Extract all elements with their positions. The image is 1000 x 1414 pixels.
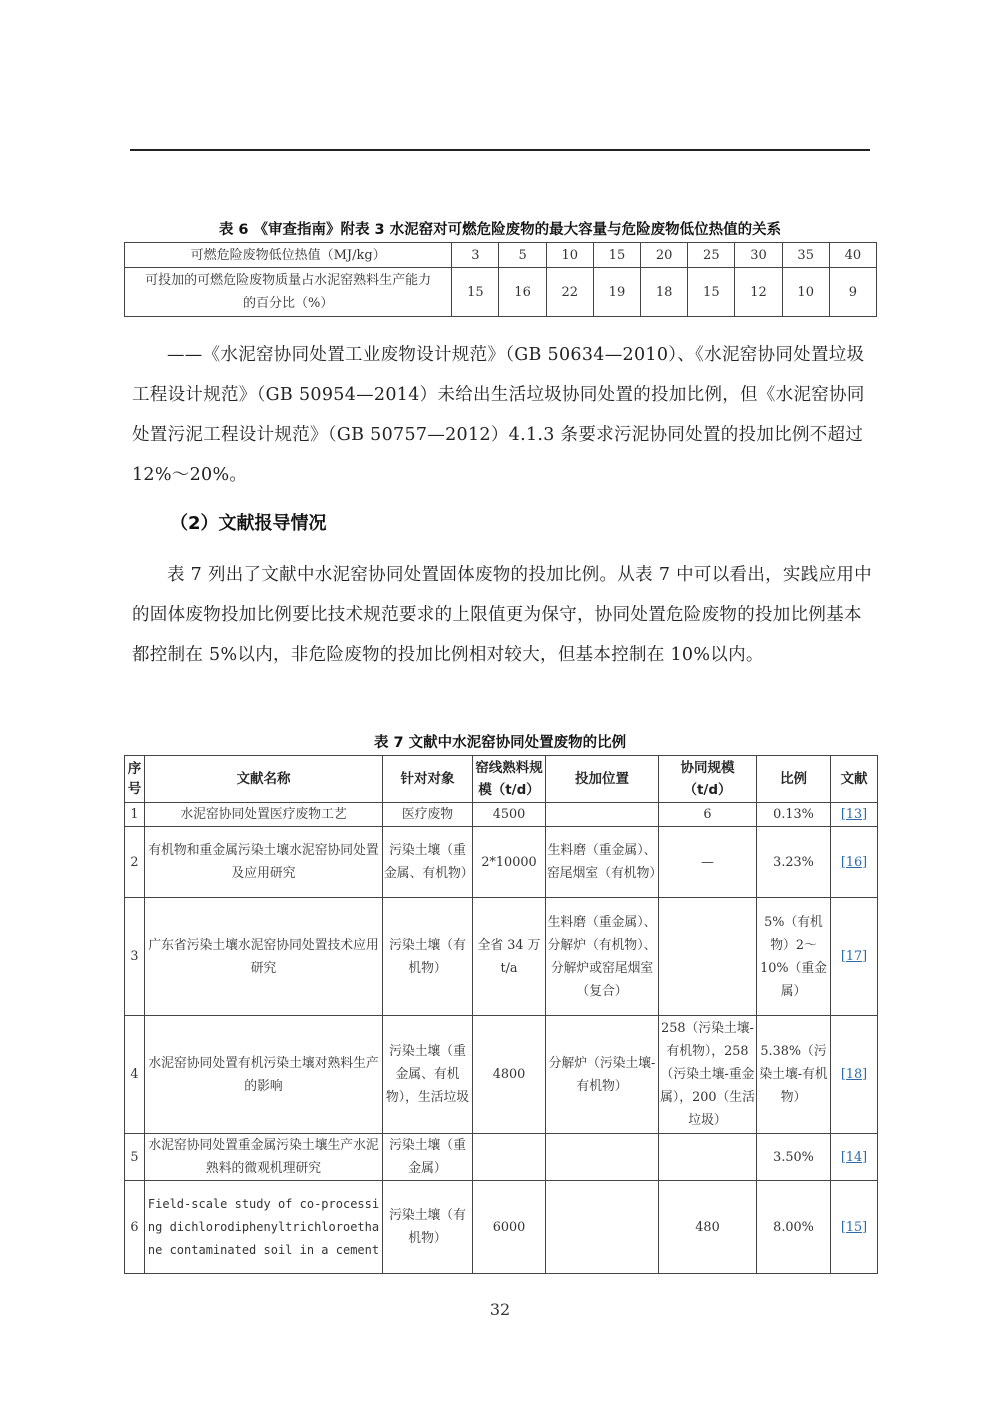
row-kiln: 4800 bbox=[473, 1016, 546, 1134]
percent-value: 19 bbox=[593, 268, 640, 317]
header-no: 序号 bbox=[125, 756, 145, 803]
section-heading: （2）文献报导情况 bbox=[170, 513, 327, 534]
percent-value: 18 bbox=[641, 268, 688, 317]
row-scale: 258（污染土壤-有机物），258（污染土壤-重金属），200（生活垃圾） bbox=[659, 1016, 757, 1134]
heat-value: 3 bbox=[452, 243, 499, 268]
table-row bbox=[125, 1181, 878, 1274]
reference-link[interactable]: [14] bbox=[840, 1149, 868, 1165]
row-target: 污染土壤（重金属） bbox=[383, 1134, 473, 1181]
row-kiln: 全省 34 万 t/a bbox=[473, 898, 546, 1016]
heat-value: 5 bbox=[499, 243, 546, 268]
row-title: 水泥窑协同处置有机污染土壤对熟料生产的影响 bbox=[145, 1016, 383, 1134]
row-target: 污染土壤（有机物） bbox=[383, 1181, 473, 1274]
row-kiln: 2*10000 bbox=[473, 827, 546, 898]
row-position bbox=[546, 1134, 659, 1181]
reference-link[interactable]: [15] bbox=[840, 1219, 868, 1235]
row-position: 生料磨（重金属）、窑尾烟室（有机物） bbox=[546, 827, 659, 898]
page-number: 32 bbox=[489, 1300, 511, 1319]
row-position bbox=[546, 1181, 659, 1274]
header-ratio: 比例 bbox=[757, 756, 831, 803]
header-target: 针对对象 bbox=[383, 756, 473, 803]
table-row bbox=[125, 1016, 878, 1134]
heat-value: 15 bbox=[593, 243, 640, 268]
row-position: 生料磨（重金属）、分解炉（有机物）、分解炉或窑尾烟室（复合） bbox=[546, 898, 659, 1016]
row-kiln: 4500 bbox=[473, 803, 546, 827]
row-scale: 6 bbox=[659, 803, 757, 827]
row-title: 水泥窑协同处置医疗废物工艺 bbox=[145, 803, 383, 827]
paragraph-literature: 表 7 列出了文献中水泥窑协同处置固体废物的投加比例。从表 7 中可以看出，实践应用中的固体废物投加比例要比技术规范要求的上限值更为保守，协同处置危险废物的投加比例基本都控制在 5%以内，非危险废物的投加比例相对较大，但基本控制在 10%以内。 bbox=[132, 565, 872, 665]
row-no: 2 bbox=[125, 827, 145, 898]
reference-link[interactable]: [16] bbox=[840, 854, 868, 870]
row-scale: — bbox=[659, 827, 757, 898]
row-title: Field-scale study of co-processing dichlorodiphenyltrichloroethane contaminated soil in a cement bbox=[145, 1181, 383, 1274]
table6 bbox=[124, 242, 877, 317]
table6-row-percentage bbox=[125, 268, 877, 317]
percent-value: 12 bbox=[735, 268, 782, 317]
percent-value: 9 bbox=[829, 268, 876, 317]
header-title: 文献名称 bbox=[145, 756, 383, 803]
row-no: 4 bbox=[125, 1016, 145, 1134]
row-ratio: 0.13% bbox=[757, 803, 831, 827]
header-ref: 文献 bbox=[831, 756, 878, 803]
row-ratio: 5.38%（污染土壤-有机物） bbox=[757, 1016, 831, 1134]
row-position bbox=[546, 803, 659, 827]
row-no: 5 bbox=[125, 1134, 145, 1181]
row-kiln: 6000 bbox=[473, 1181, 546, 1274]
row-scale: 480 bbox=[659, 1181, 757, 1274]
heat-value: 30 bbox=[735, 243, 782, 268]
header-position: 投加位置 bbox=[546, 756, 659, 803]
row-target: 污染土壤（有机物） bbox=[383, 898, 473, 1016]
percent-value: 15 bbox=[452, 268, 499, 317]
row-label: 可燃危险废物低位热值（MJ/kg） bbox=[125, 243, 452, 268]
table7-caption: 表 7 文献中水泥窑协同处置废物的比例 bbox=[373, 735, 627, 751]
reference-link[interactable]: [18] bbox=[840, 1067, 868, 1082]
row-position: 分解炉（污染土壤-有机物） bbox=[546, 1016, 659, 1134]
header-co-scale: 协同规模（t/d） bbox=[659, 756, 757, 803]
row-title: 水泥窑协同处置重金属污染土壤生产水泥熟料的微观机理研究 bbox=[145, 1134, 383, 1181]
row-no: 1 bbox=[125, 803, 145, 827]
row-scale bbox=[659, 898, 757, 1016]
heat-value: 25 bbox=[688, 243, 735, 268]
table6-caption: 表 6 《审查指南》附表 3 水泥窑对可燃危险废物的最大容量与危险废物低位热值的关系 bbox=[218, 222, 782, 238]
row-ratio: 5%（有机物）2～10%（重金属） bbox=[757, 898, 831, 1016]
row-scale bbox=[659, 1134, 757, 1181]
row-label: 可投加的可燃危险废物质量占水泥窑熟料生产能力的百分比（%） bbox=[125, 268, 452, 317]
row-target: 污染土壤（重金属、有机物），生活垃圾 bbox=[383, 1016, 473, 1134]
percent-value: 15 bbox=[688, 268, 735, 317]
table6-row-heat-value bbox=[125, 243, 877, 268]
heat-value: 10 bbox=[546, 243, 593, 268]
row-kiln bbox=[473, 1134, 546, 1181]
reference-link[interactable]: [17] bbox=[840, 949, 868, 964]
row-no: 6 bbox=[125, 1181, 145, 1274]
row-ratio: 3.50% bbox=[757, 1134, 831, 1181]
table-row bbox=[125, 898, 878, 1016]
percent-value: 16 bbox=[499, 268, 546, 317]
row-target: 医疗废物 bbox=[383, 803, 473, 827]
row-target: 污染土壤（重金属、有机物） bbox=[383, 827, 473, 898]
table-row bbox=[125, 1134, 878, 1181]
reference-link[interactable]: [13] bbox=[840, 807, 868, 822]
paragraph-standards: ——《水泥窑协同处置工业废物设计规范》（GB 50634—2010）、《水泥窑协同处置垃圾工程设计规范》（GB 50954—2014）未给出生活垃圾协同处置的投加比例，但《水泥窑协同处置污泥工程设计规范》（GB 50757—2012）4.1.3 条要求污泥协同处置的投加比例不超过 12%～20%。 bbox=[132, 345, 865, 485]
heat-value: 35 bbox=[782, 243, 829, 268]
row-title: 有机物和重金属污染土壤水泥窑协同处置及应用研究 bbox=[145, 827, 383, 898]
table-row bbox=[125, 827, 878, 898]
percent-value: 10 bbox=[782, 268, 829, 317]
table-row bbox=[125, 803, 878, 827]
header-rule bbox=[130, 149, 870, 151]
table7-header-row bbox=[125, 756, 878, 803]
table7 bbox=[124, 755, 878, 1274]
percent-value: 22 bbox=[546, 268, 593, 317]
row-no: 3 bbox=[125, 898, 145, 1016]
row-title: 广东省污染土壤水泥窑协同处置技术应用研究 bbox=[145, 898, 383, 1016]
header-kiln-scale: 窑线熟料规模（t/d） bbox=[473, 756, 546, 803]
row-ratio: 8.00% bbox=[757, 1181, 831, 1274]
row-ratio: 3.23% bbox=[757, 827, 831, 898]
heat-value: 20 bbox=[641, 243, 688, 268]
heat-value: 40 bbox=[829, 243, 876, 268]
